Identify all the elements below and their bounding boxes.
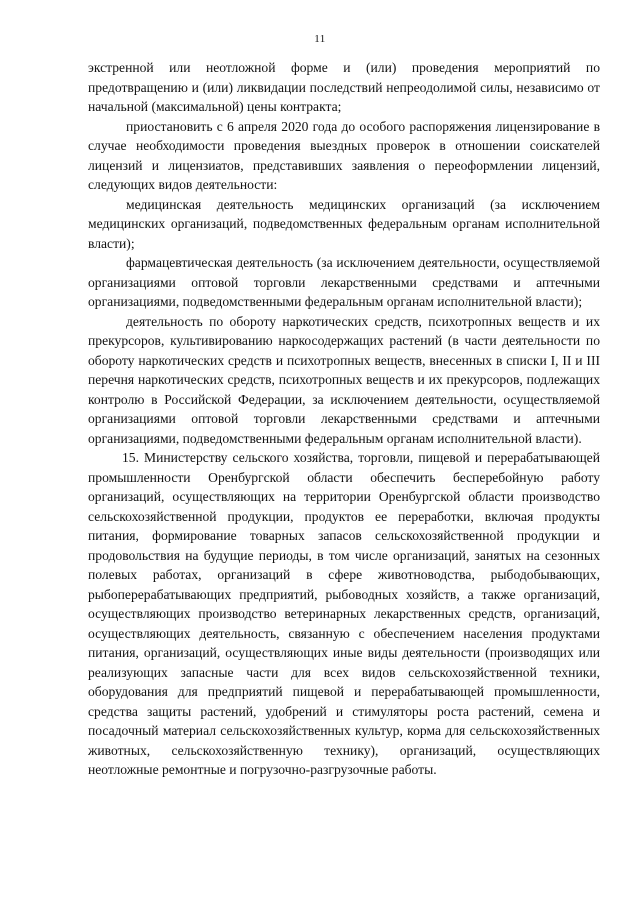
document-body: [88, 58, 600, 780]
paragraph-continuation: экстренной или неотложной форме и (или) проведения мероприятий по предотвращению и (или) ликвидации последствий непреодолимой силы, независимо от начальной (максимальной) цены контракта;: [88, 60, 600, 114]
page-number: 11: [314, 33, 326, 45]
paragraph-narcotics-activity: деятельность по обороту наркотических средств, психотропных веществ и их прекурсоров, культивированию наркосодержащих растений (в части деятельности по обороту наркотических средств и психотропных веществ, внесенных в списки I, II и III перечня наркотических средств, психотропных веществ и их прекурсоров, подлежащих контролю в Российской Федерации, за исключением деятельности, осуществляемой организациями оптовой торговли лекарственными средствами и аптечными организациями, подведомственными федеральным органам исполнительной власти).: [88, 313, 600, 446]
paragraph-item-15: 15. Министерству сельского хозяйства, торговли, пищевой и перерабатывающей промышленности Оренбургской области обеспечить бесперебойную работу организаций, осуществляющих на территории Оренбургской области производство сельскохозяйственной продукции, продуктов ее переработки, включая продукты питания, формирование товарных запасов сельскохозяйственной продукции и продовольствия на будущие периоды, в том числе организаций, занятых на сезонных полевых работах, организаций в сфере животноводства, рыбодобывающих, рыбоперерабатывающих предприятий, рыбоводных хозяйств, а также организаций, осуществляющих производство ветеринарных лекарственных средств, организаций, осуществляющих деятельность, связанную с обеспечением населения продуктами питания, организаций, осуществляющих иные виды деятельности (производящих или реализующих запасные части для всех видов сельскохозяйственной техники, оборудования для предприятий пищевой и перерабатывающей промышленности, средства защиты растений, удобрений и стимуляторы роста растений, семена и посадочный материал сельскохозяйственных культур, корма для сельскохозяйственных животных, сельскохозяйственную технику), организаций, осуществляющих неотложные ремонтные и погрузочно-разгрузочные работы.: [88, 450, 600, 777]
paragraph-pharmaceutical-activity: фармацевтическая деятельность (за исключением деятельности, осуществляемой организациями оптовой торговли лекарственными средствами и аптечными организациями, подведомственными федеральным органам исполнительной власти);: [88, 255, 600, 309]
paragraph-medical-activity: медицинская деятельность медицинских организаций (за исключением медицинских организаций, подведомственных федеральным органам исполнительной власти);: [88, 196, 600, 251]
paragraph-suspend-licensing: приостановить с 6 апреля 2020 года до особого распоряжения лицензирование в случае необходимости проведения выездных проверок в отношении соискателей лицензий и лицензиатов, представивших заявления о переоформлении лицензий, следующих видов деятельности:: [88, 118, 600, 192]
